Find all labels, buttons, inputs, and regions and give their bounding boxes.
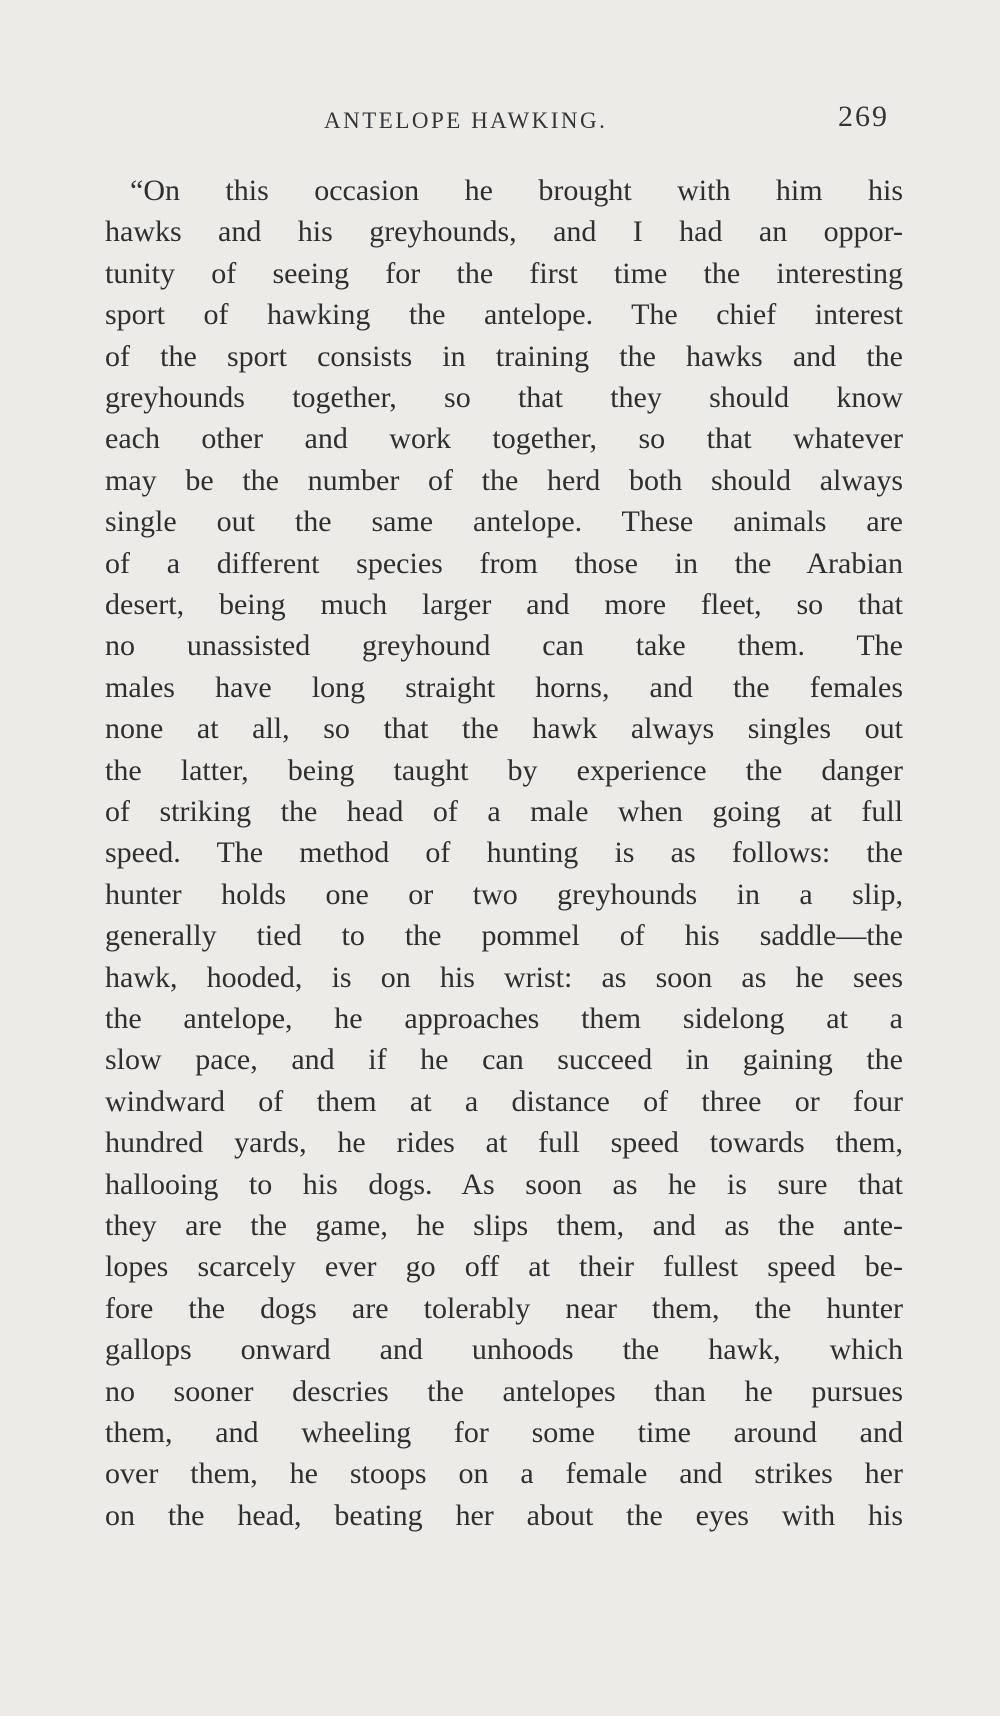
text-line: tunity of seeing for the first time the interesting — [105, 256, 903, 290]
text-line: slow pace, and if he can succeed in gaining the — [105, 1043, 903, 1077]
text-line: gallops onward and unhoods the hawk, which — [105, 1333, 903, 1367]
running-header — [0, 100, 1000, 140]
text-line: desert, being much larger and more fleet, so that — [105, 588, 903, 621]
text-line: hawk, hooded, is on his wrist: as soon as he sees — [105, 960, 903, 994]
text-line: fore the dogs are tolerably near them, the hunter — [105, 1291, 903, 1325]
text-line: hallooing to his dogs. As soon as he is sure that — [105, 1167, 903, 1201]
text-line: greyhounds together, so that they should know — [105, 381, 903, 414]
text-line: none at all, so that the hawk always singles out — [105, 712, 903, 746]
text-line: generally tied to the pommel of his saddle—the — [105, 919, 903, 953]
text-line: males have long straight horns, and the females — [105, 670, 903, 704]
text-line: over them, he stoops on a female and strikes her — [105, 1457, 903, 1491]
text-line: of a different species from those in the Arabian — [105, 546, 903, 580]
text-line: single out the same antelope. These animals are — [105, 505, 903, 539]
text-line: sport of hawking the antelope. The chief interest — [105, 298, 903, 332]
text-line: hawks and his greyhounds, and I had an oppor- — [105, 215, 903, 249]
text-line: the antelope, he approaches them sidelong at a — [105, 1002, 903, 1035]
text-line: lopes scarcely ever go off at their fullest speed be- — [105, 1250, 903, 1284]
text-line: no unassisted greyhound can take them. The — [105, 629, 903, 663]
text-line: hundred yards, he rides at full speed towards them, — [105, 1126, 903, 1160]
text-line: of striking the head of a male when going at full — [105, 795, 903, 828]
text-line: on the head, beating her about the eyes with his — [105, 1498, 903, 1532]
text-line: them, and wheeling for some time around and — [105, 1416, 903, 1449]
text-line: speed. The method of hunting is as follows: the — [105, 836, 903, 870]
text-line: windward of them at a distance of three or four — [105, 1084, 903, 1118]
text-line: they are the game, he slips them, and as the ante- — [105, 1209, 903, 1242]
text-line: “On this occasion he brought with him his — [130, 174, 903, 207]
text-line: the latter, being taught by experience the danger — [105, 753, 903, 787]
text-line: may be the number of the herd both should always — [105, 463, 903, 497]
running-title: ANTELOPE HAWKING. — [324, 108, 608, 133]
text-line: each other and work together, so that whatever — [105, 422, 903, 456]
text-line: of the sport consists in training the hawks and the — [105, 339, 903, 373]
text-line: hunter holds one or two greyhounds in a slip, — [105, 877, 903, 911]
text-line: no sooner descries the antelopes than he pursues — [105, 1374, 903, 1408]
page-number: 269 — [838, 100, 889, 133]
